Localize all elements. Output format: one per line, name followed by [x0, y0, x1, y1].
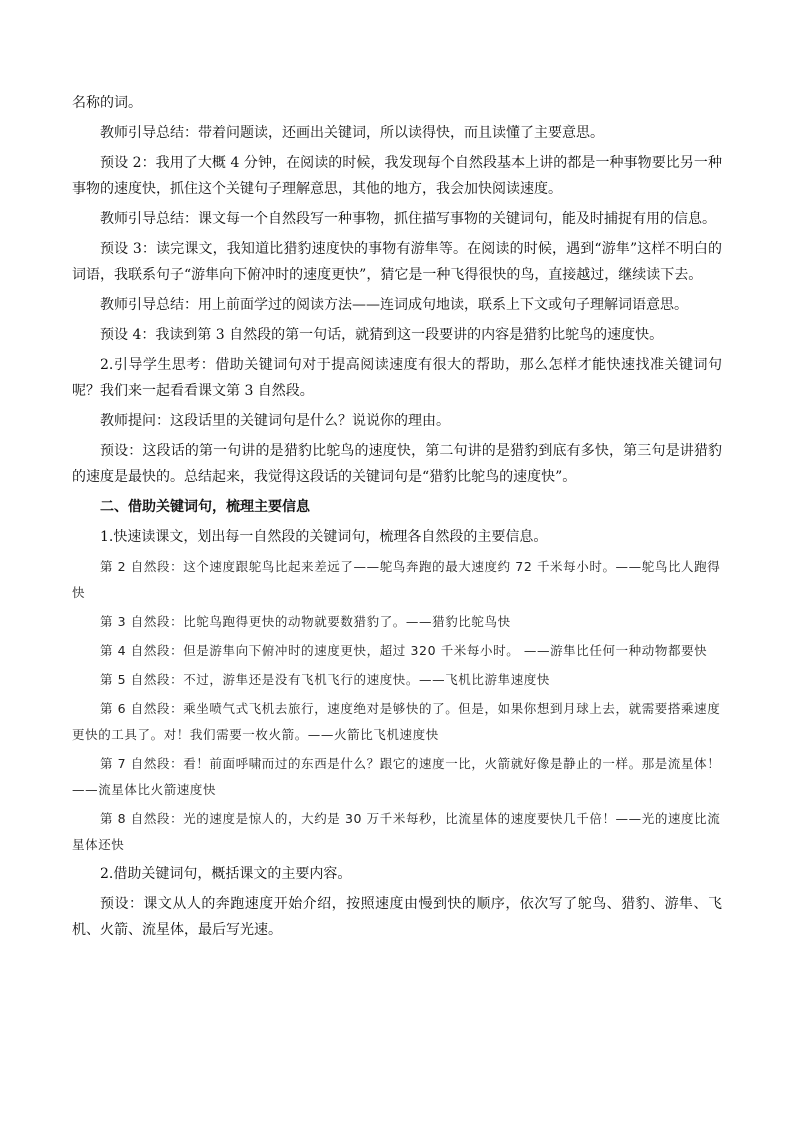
keyword-paragraph-4: 第 4 自然段：但是游隼向下俯冲时的速度更快，超过 320 千米每小时。 ——游隼比任何一种动物都要快 — [100, 643, 708, 658]
paragraph-preset-4: 预设 4：我读到第 3 自然段的第一句话，就猜到这一段要讲的内容是猎豹比鸵鸟的速度快。 — [100, 327, 664, 343]
document-page — [72, 90, 722, 947]
keyword-paragraph-5: 第 5 自然段：不过，游隼还是没有飞机飞行的速度快。——飞机比游隼速度快 — [100, 672, 551, 687]
keyword-paragraph-7: 第 7 自然段：看！前面呼啸而过的东西是什么？跟它的速度一比，火箭就好像是静止的一样。那是流星体！——流星体比火箭速度快 — [72, 756, 721, 797]
keyword-paragraph-2: 第 2 自然段：这个速度跟鸵鸟比起来差远了——鸵鸟奔跑的最大速度约 72 千米每小时。——鸵鸟比人跑得快 — [72, 559, 721, 600]
paragraph-guide-thinking: 2.引导学生思考：借助关键词句对于提高阅读速度有很大的帮助，那么怎样才能快速找准关键词句呢？我们来一起看看课文第 3 自然段。 — [72, 357, 722, 399]
paragraph-continued: 名称的词。 — [72, 95, 142, 111]
keyword-paragraph-8: 第 8 自然段：光的速度是惊人的，大约是 30 万千米每秒，比流星体的速度要快几千倍！——光的速度比流星体还快 — [72, 811, 721, 852]
keyword-paragraph-6: 第 6 自然段：乘坐喷气式飞机去旅行，速度绝对是够快的了。但是，如果你想到月球上去，就需要搭乘速度更快的工具了。对！我们需要一枚火箭。——火箭比飞机速度快 — [72, 701, 721, 742]
task-two: 2.借助关键词句，概括课文的主要内容。 — [100, 866, 352, 882]
paragraph-preset-3: 预设 3：读完课文，我知道比猎豹速度快的事物有游隼等。在阅读的时候，遇到“游隼”这样不明白的词语，我联系句子“游隼向下俯冲时的速度更快”，猜它是一种飞得很快的鸟，直接越过，继续读下去。 — [72, 241, 722, 283]
paragraph-teacher-summary-3: 教师引导总结：用上前面学过的阅读方法——连词成句地读，联系上下文或句子理解词语意思。 — [100, 297, 688, 313]
task-one: 1.快速读课文，划出每一自然段的关键词句，梳理各自然段的主要信息。 — [100, 529, 548, 545]
paragraph-teacher-question: 教师提问：这段话里的关键词句是什么？说说你的理由。 — [100, 413, 450, 429]
final-paragraph: 预设：课文从人的奔跑速度开始介绍，按照速度由慢到快的顺序，依次写了鸵鸟、猎豹、游隼、飞机、火箭、流星体，最后写光速。 — [72, 896, 722, 938]
paragraph-teacher-summary-2: 教师引导总结：课文每一个自然段写一种事物，抓住描写事物的关键词句，能及时捕捉有用的信息。 — [100, 211, 716, 227]
paragraph-preset-2: 预设 2：我用了大概 4 分钟，在阅读的时候，我发现每个自然段基本上讲的都是一种事物要比另一种事物的速度快，抓住这个关键句子理解意思，其他的地方，我会加快阅读速度。 — [72, 155, 722, 197]
keyword-paragraph-3: 第 3 自然段：比鸵鸟跑得更快的动物就要数猎豹了。——猎豹比鸵鸟快 — [100, 614, 511, 629]
section-heading: 二、借助关键词句，梳理主要信息 — [100, 499, 310, 515]
paragraph-preset-answer: 预设：这段话的第一句讲的是猎豹比鸵鸟的速度快，第二句讲的是猎豹到底有多快，第三句是讲猎豹的速度是最快的。总结起来，我觉得这段话的关键词句是“猎豹比鸵鸟的速度快”。 — [72, 443, 722, 485]
paragraph-teacher-summary-1: 教师引导总结：带着问题读，还画出关键词，所以读得快，而且读懂了主要意思。 — [100, 125, 604, 141]
